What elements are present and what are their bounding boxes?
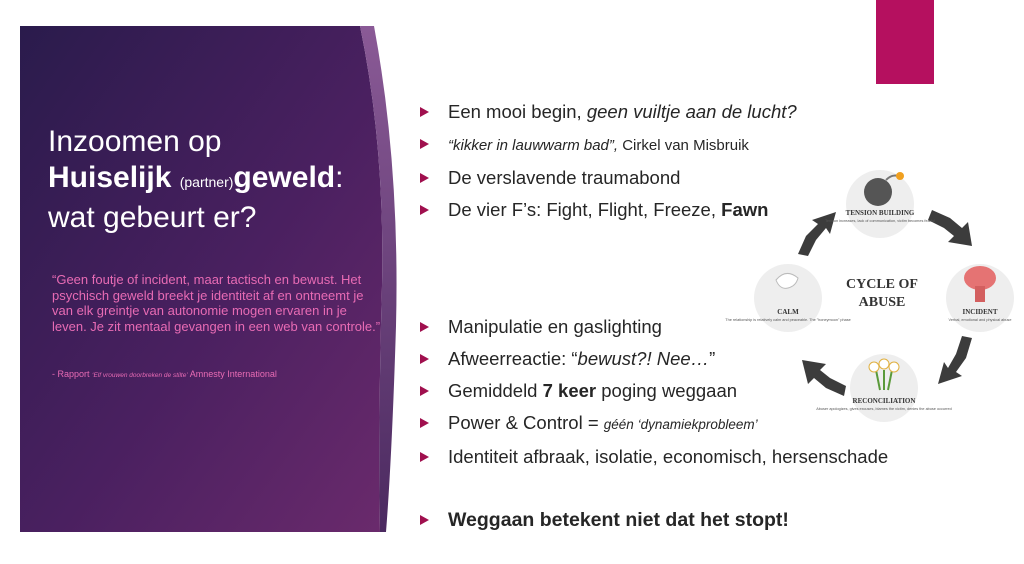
bullet-arrow-icon: [420, 452, 429, 462]
title-line-3: wat gebeurt er?: [48, 201, 257, 234]
bullet-text: Identiteit afbraak, isolatie, economisch, hersenschade: [448, 446, 889, 467]
bullet-text: Een mooi begin,: [448, 101, 587, 122]
bullet-text: De vier F’s: Fight, Flight, Freeze,: [448, 199, 722, 220]
arrow-bottom-right-icon: [938, 336, 972, 384]
bullet-arrow-icon: [420, 173, 429, 183]
bullet-text: Gemiddeld: [448, 380, 543, 401]
bullet-text: Manipulatie en gaslighting: [448, 316, 662, 337]
title-small-partner: (partner): [179, 174, 234, 190]
bullet-italic: “kikker in lauwwarm bad”,: [448, 137, 619, 154]
bullet-arrow-icon: [420, 107, 429, 117]
bullet-italic: geen vuiltje aan de lucht?: [586, 101, 797, 122]
quote-source: [52, 369, 382, 379]
bomb-icon: [864, 178, 892, 206]
source-prefix: - Rapport: [52, 369, 93, 379]
title-line-2: [48, 160, 378, 200]
bullet-arrow-icon: [420, 386, 429, 396]
pink-accent-block: [876, 0, 934, 84]
bullet-arrow-icon: [420, 139, 429, 149]
title-bold-huiselijk: Huiselijk: [48, 161, 172, 194]
title-colon: :: [335, 161, 344, 194]
bullet-text: De verslavende traumabond: [448, 167, 681, 188]
bullet-bold: Fawn: [721, 199, 769, 220]
source-italic: ‘Elf vrouwen doorbreken de stilte’: [92, 372, 188, 379]
bullet-text: Power & Control =: [448, 412, 604, 433]
title-line-1: Inzoomen op: [48, 125, 222, 158]
bullet-bold: 7 keer: [542, 380, 597, 401]
bullet-arrow-icon: [420, 322, 429, 332]
source-suffix: Amnesty International: [187, 369, 277, 379]
slide-title: [48, 124, 378, 236]
cycle-of-abuse-diagram: [725, 158, 1020, 448]
stage-incident: [946, 264, 1014, 332]
bullet-item: [420, 134, 797, 156]
title-bold-geweld: geweld: [233, 161, 336, 194]
bullet-arrow-icon: [420, 354, 429, 364]
stage-tension-building: [825, 170, 935, 238]
bullet-arrow-icon: [420, 205, 429, 215]
bullet-text: Weggaan betekent niet dat het stopt!: [448, 509, 789, 531]
stage-label: TENSION BUILDING: [845, 209, 915, 217]
bullet-arrow-icon: [420, 515, 429, 525]
bullet-text-end: ”: [709, 348, 716, 369]
bullet-item: [420, 102, 797, 122]
quote-text: “Geen foutje of incident, maar tactisch en bewust. Het psychisch geweld breekt je identiteit af en ontneemt je van elk greintje van autonomie mogen ervaren in je leven. Je zit mentaal gevangen in een web van controle.”: [52, 272, 381, 334]
bullet-text: Cirkel van Misbruik: [618, 137, 749, 154]
bullet-italic: géén ‘dynamiekprobleem’: [603, 417, 758, 432]
bullet-italic: bewust?! Nee…: [577, 348, 710, 369]
stage-calm: [725, 264, 850, 332]
arrow-top-right-icon: [928, 210, 972, 246]
stage-label: CALM: [777, 308, 799, 316]
bullet-list-final: [420, 510, 789, 530]
cycle-center-line1: CYCLE OF: [846, 277, 918, 292]
bullet-item: [420, 447, 888, 467]
bullet-arrow-icon: [420, 418, 429, 428]
bullet-text: Afweerreactie: “: [448, 348, 578, 369]
cycle-center-line2: ABUSE: [858, 295, 906, 310]
bullet-text-end: poging weggaan: [596, 380, 738, 401]
arrow-bottom-left-icon: [802, 360, 846, 396]
stage-label: RECONCILIATION: [852, 397, 916, 405]
stage-desc: Verbal, emotional and physical abuse: [948, 318, 1012, 322]
stage-desc: Abuser apologizes, gives excuses, blames the victim, denies the abuse occurred: [816, 407, 952, 411]
bullet-item-final: [420, 510, 789, 530]
stage-desc: Tension increases, lack of communication, victim becomes fearful: [825, 219, 935, 223]
stage-label: INCIDENT: [962, 308, 998, 316]
stage-desc: The relationship is relatively calm and peaceable. The "honeymoon" phase: [725, 318, 851, 322]
